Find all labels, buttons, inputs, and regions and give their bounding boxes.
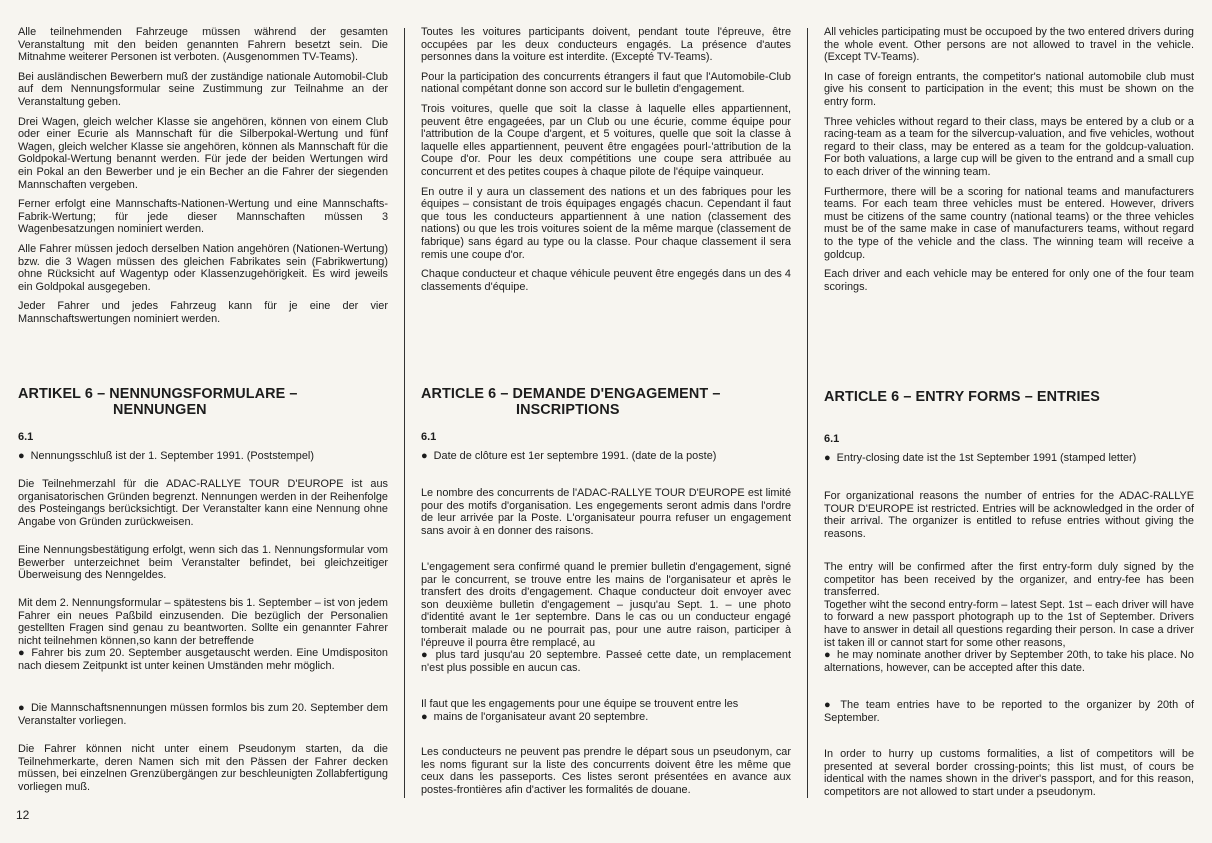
paragraph: Les conducteurs ne peuvent pas prendre le départ sous un pseudonym, car les noms figurant sur la liste des concurrents doivent être les même que ceux dans les passeports. Ces listes seront présentées en avance aux postes-frontières afin d'activer les formalités de douane.	[421, 746, 791, 796]
paragraph: Each driver and each vehicle may be entered for only one of the four team scorings.	[824, 268, 1194, 293]
paragraph: Chaque conducteur et chaque véhicule peuvent être engegés dans un des 4 classements d'équipe.	[421, 268, 791, 293]
french-heading	[421, 386, 791, 418]
english-intro	[824, 26, 1194, 293]
column-divider	[807, 28, 808, 798]
section-number: 6.1	[421, 431, 437, 443]
paragraph: For organizational reasons the number of entries for the ADAC-RALLYE TOUR D'EUROPE ist restricted. Entries will be acknowledged in the order of their arrival. The organizer is entitled to refuse entries without giving the reasons.	[824, 490, 1194, 540]
paragraph: Il faut que les engagements pour une équipe se trouvent entre les ● mains de l'organisateur avant 20 septembre.	[421, 698, 791, 723]
paragraph: Mit dem 2. Nennungsformular – spätestens bis 1. September – ist von jedem Fahrer ein neues Paßbild einzusenden. Die bezüglich der Personalien gestellten Fragen sind genau zu beantworten. Sollte ein genannter Fahrer nicht teilnehmen können,so kann der betreffende ● Fahrer bis zum 20. September ausgetauscht werden. Eine Umdispositon nach diesem Zeitpunkt ist unter keinen Umständen mehr möglich.	[18, 597, 388, 673]
closing-date: ● Nennungsschluß ist der 1. September 1991. (Poststempel)	[18, 450, 388, 463]
german-intro	[18, 26, 388, 325]
paragraph: Die Fahrer können nicht unter einem Pseudonym starten, da die Teilnehmerkarte, deren Namen sich mit den Pässen der Fahrer decken müssen, bei einzelnen Grenzübergängen zur beschleunigten Zollabfertigung vorliegen muß.	[18, 743, 388, 793]
paragraph: Alle teilnehmenden Fahrzeuge müssen während der gesamten Veranstaltung mit den beiden genannten Fahrern besetzt sein. Die Mitnahme weiterer Personen ist verboten. (Ausgenommen TV-Teams).	[18, 26, 388, 64]
page-number: 12	[16, 808, 30, 822]
paragraph: Toutes les voitures participants doivent, pendant toute l'épreuve, être occupées par les deux conducteurs engagés. La présence d'autes personnes dans la voiture est interdite. (Excepté TV-Teams).	[421, 26, 791, 64]
paragraph: In order to hurry up customs formalities, a list of competitors will be presented at several border crossing-points; this list must, of cours be identical with the names shown in the driver's passport, and for this reason, competitors are not allowed to start under a pseudonym.	[824, 748, 1194, 798]
article-heading: ARTICLE 6 – DEMANDE D'ENGAGEMENT – INSCRIPTIONS	[421, 386, 721, 418]
paragraph: ● The team entries have to be reported to the organizer by 20th of September.	[824, 699, 1194, 724]
paragraph: All vehicles participating must be occupoed by the two entered drivers during the whole event. Other persons are not allowed to travel in the vehicle. (Except TV-Teams).	[824, 26, 1194, 64]
french-intro	[421, 26, 791, 293]
paragraph: En outre il y aura un classement des nations et un des fabriques pour les équipes – consistant de trois équipages engagés chacun. Cependant il faut que tous les conducteurs appartiennent à une nation (classement des nations) ou que les trois voitures soient de la même marque (classement de fabrique) sans égard au type ou la classe. Pour chaque classement il sera remis une coupe d'or.	[421, 185, 791, 261]
closing-date: ● Date de clôture est 1er septembre 1991. (date de la poste)	[421, 450, 791, 463]
section-number: 6.1	[824, 433, 840, 445]
section-number: 6.1	[18, 431, 34, 443]
paragraph: The entry will be confirmed after the first entry-form duly signed by the competitor has been received by the organizer, and entry-fee has been transferred. Together wiht the second entry-form – latest Sept. 1st – each driver will have to forward a new passport photograph up to the 1st of September. Drivers have to answer in detail all questions regarding their person. In case a driver ist taken ill or cannot start for some other reasons, ● he may nominate another driver by September 20th, to take his place. No alternations, however, can be accepted after this date.	[824, 561, 1194, 674]
closing-date: ● Entry-closing date ist the 1st September 1991 (stamped letter)	[824, 452, 1194, 465]
paragraph: Le nombre des concurrents de l'ADAC-RALLYE TOUR D'EUROPE est limité pour des motifs d'organisation. Les engegements seront admis dans l'ordre de leur arrivée par la Poste. L'organisateur pourra refuser un engagement sans avoir à en donner des raisons.	[421, 487, 791, 537]
paragraph: Drei Wagen, gleich welcher Klasse sie angehören, können von einem Club oder einer Ecurie als Mannschaft für die Silberpokal-Wertung und fünf Wagen, gleich welcher Klasse sie angehören, können als Mannschaft für die Goldpokal-Wertung benannt werden. Für jede der beiden Wertungen wird ein Pokal an den Bewerber und je ein Becher an die Fahrer der siegenden Mannschaften vergeben.	[18, 115, 388, 191]
german-heading	[18, 386, 388, 418]
article-heading: ARTIKEL 6 – NENNUNGSFORMULARE – NENNUNGEN	[18, 386, 298, 418]
paragraph: Three vehicles without regard to their class, mays be entered by a club or a racing-team as a team for the silvercup-valuation, and five vehicles, wothout regard to their class, may be entered as a team for the goldcup-valuation. For both valuations, a large cup will be given to the entrand and a small cup to each driver of the winning team.	[824, 115, 1194, 178]
paragraph: Ferner erfolgt eine Mannschafts-Nationen-Wertung und eine Mannschafts-Fabrik-Wertung; für jede dieser Mannschaften müssen 3 Wagenbesatzungen nominiert werden.	[18, 198, 388, 236]
column-divider	[404, 28, 405, 798]
paragraph: Bei ausländischen Bewerbern muß der zuständige nationale Automobil-Club auf dem Nennungsformular seine Zustimmung zur Teilnahme an der Veranstaltung geben.	[18, 70, 388, 108]
english-heading	[824, 389, 1194, 405]
paragraph: Alle Fahrer müssen jedoch derselben Nation angehören (Nationen-Wertung) bzw. die 3 Wagen müssen des gleichen Fabrikates sein (Fabrikwertung) ohne Rücksicht auf Wagentyp oder Klassenzugehörigkeit. Es wird jeweils ein Goldpokal ausgegeben.	[18, 242, 388, 293]
paragraph: L'engagement sera confirmé quand le premier bulletin d'engagement, signé par le concurrent, se trouve entre les mains de l'organisateur et après le transfert des droits d'engagement. Chaque conducteur doit envoyer avec son deuxième bulletin d'engagement – jusqu'au Sept. 1. – une photo d'identité avant le 1er septembre. Dans le cas ou un conducteur engagé tomberait malade ou ne pourrait pas, pour une autre raison, participer à l'épreuve il pourra être remplacé, au ● plus tard jusqu'au 20 septembre. Passeé cette date, un remplacement n'est plus possible en aucun cas.	[421, 561, 791, 674]
paragraph: ● Die Mannschaftsnennungen müssen formlos bis zum 20. September dem Veranstalter vorliegen.	[18, 702, 388, 727]
paragraph: In case of foreign entrants, the competitor's national automobile club must give his consent to participation in the event; this must be shown on the entry form.	[824, 70, 1194, 108]
paragraph: Jeder Fahrer und jedes Fahrzeug kann für je eine der vier Mannschaftswertungen nominiert werden.	[18, 300, 388, 325]
paragraph: Eine Nennungsbestätigung erfolgt, wenn sich das 1. Nennungsformular vom Bewerber unterzeichnet beim Veranstalter befindet, bei gleichzeitiger Überweisung des Nenngeldes.	[18, 544, 388, 582]
paragraph: Pour la participation des concurrents étrangers il faut que l'Automobile-Club national compétant donne son accord sur le bulletin d'engagement.	[421, 70, 791, 96]
paragraph: Die Teilnehmerzahl für die ADAC-RALLYE TOUR D'EUROPE ist aus organisatorischen Gründen begrenzt. Nennungen werden in der Reihenfolge des Posteingangs berücksichtigt. Der Veranstalter kann eine Nennung ohne Angabe von Gründen zurückweisen.	[18, 478, 388, 528]
paragraph: Furthermore, there will be a scoring for national teams and manufacturers teams. For each team three vehicles must be entered. However, drivers must be citizens of the same country (national teams) or the three vehicles must be of the same make in case of manufacturers teams, without regard to the type of the vehicle and the class. The winning team will receive a goldcup.	[824, 185, 1194, 261]
article-heading: ARTICLE 6 – ENTRY FORMS – ENTRIES	[824, 389, 1100, 405]
paragraph: Trois voitures, quelle que soit la classe à laquelle elles appartiennent, peuvent être engageées, par un Club ou une écurie, comme équipe pour l'attribution de la Coupe d'argent, et 5 voitures, quelle que soit la classe à laquelle elles appartiennent, peuvent être engagées pourl-'attribution de la Coupe d'or. Pour les deux compétitions une coupe sera attribuée au concurrent et des petites coupes à chaque pilote de l'équipe vainqueur.	[421, 102, 791, 178]
